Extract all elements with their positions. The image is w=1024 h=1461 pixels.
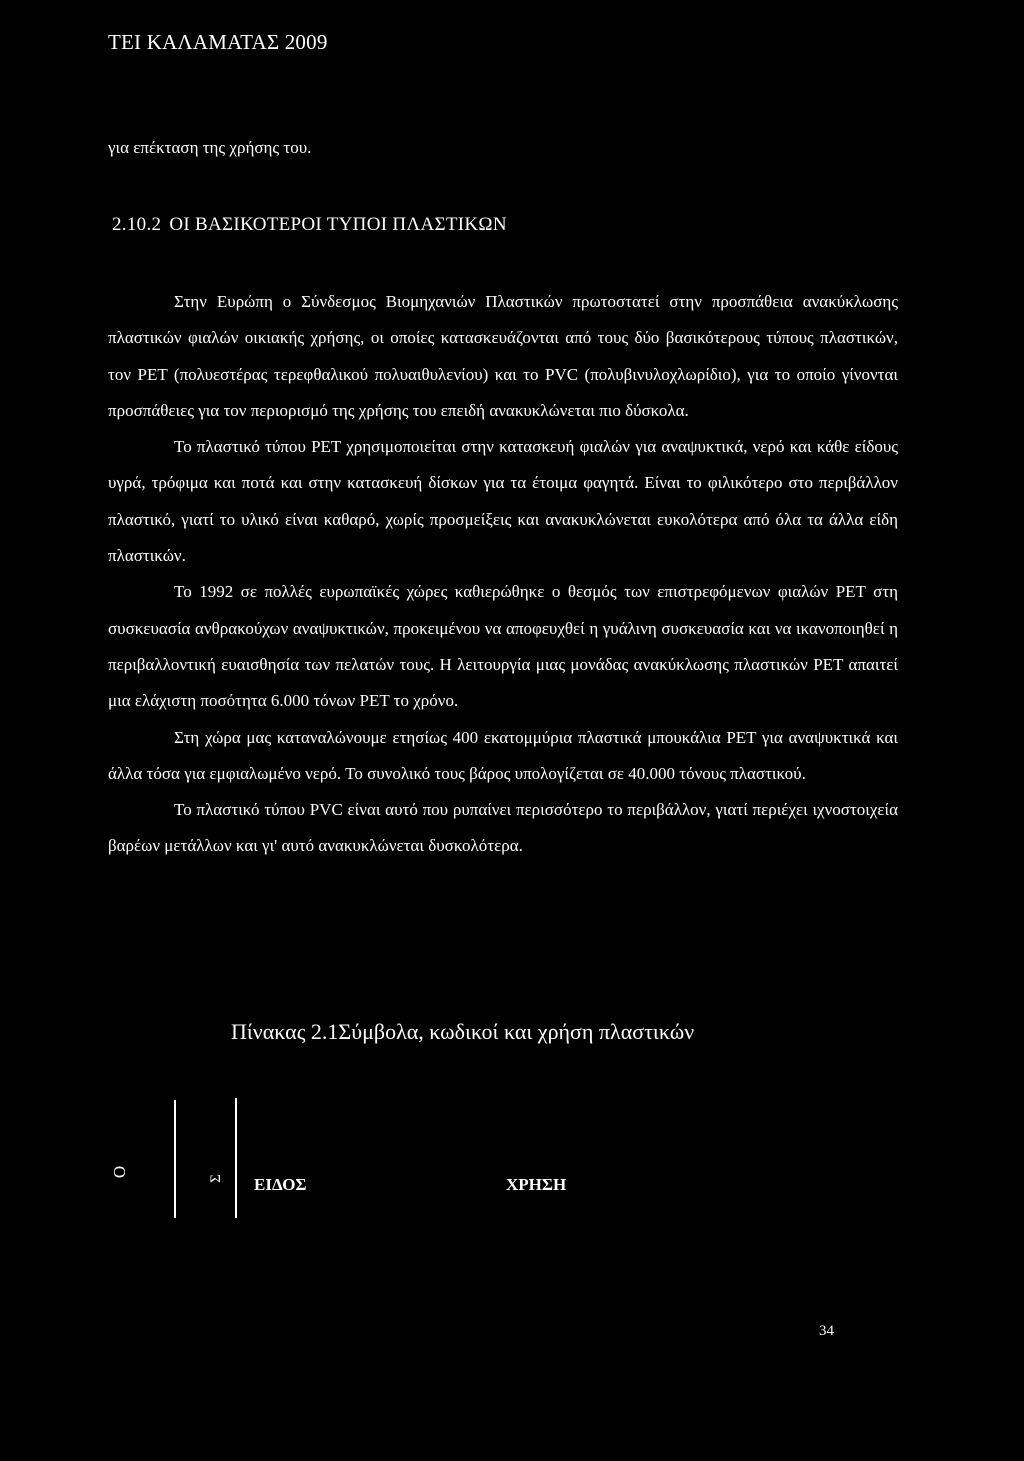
table-header-type: ΕΙΔΟΣ xyxy=(254,1175,307,1194)
section-title: ΟΙ ΒΑΣΙΚΟΤΕΡΟΙ ΤΥΠΟΙ ΠΛΑΣΤΙΚΩΝ xyxy=(169,214,507,235)
table-header-symbol: Σ xyxy=(207,1174,224,1183)
paragraph-greece-consumption: Στη χώρα μας καταναλώνουμε ετησίως 400 εκατομμύρια πλαστικά μπουκάλια PET για αναψυκτικά και άλλα τόσα για εμφιαλωμένο νερό. Το συνολικό τους βάρος υπολογίζεται σε 40.000 τόνους πλαστικού. xyxy=(108,727,898,783)
continuation-text: για επέκταση της χρήσης του. xyxy=(108,138,312,157)
table-column-divider xyxy=(174,1100,176,1218)
body-text xyxy=(108,284,898,865)
table-header-code: Ο xyxy=(110,1165,130,1179)
paragraph-europe-recycling: Στην Ευρώπη ο Σύνδεσμος Βιομηχανιών Πλαστικών πρωτοστατεί στην προσπάθεια ανακύκλωσης πλαστικών φιαλών οικιακής χρήσης, οι οποίες κατασκευάζονται από τους δύο βασικότερους τύπους πλαστικών, τον PET (πολυεστέρας τερεφθαλικού πολυαιθυλενίου) και το PVC (πολυβινυλοχλωρίδιο), για το οποίο γίνονται προσπάθειες για τον περιορισμό της χρήσης του επειδή ανακυκλώνεται πιο δύσκολα. xyxy=(108,292,898,420)
table-column-divider xyxy=(235,1098,237,1218)
paragraph-pvc: Το πλαστικό τύπου PVC είναι αυτό που ρυπαίνει περισσότερο το περιβάλλον, γιατί περιέχει ιχνοστοιχεία βαρέων μετάλλων και γι' αυτό ανακυκλώνεται δυσκολότερα. xyxy=(108,800,898,856)
table-header-use: ΧΡΗΣΗ xyxy=(506,1175,567,1194)
section-heading xyxy=(112,214,507,236)
section-number: 2.10.2 xyxy=(112,214,162,235)
paragraph-pet-uses: Το πλαστικό τύπου PET χρησιμοποιείται στην κατασκευή φιαλών για αναψυκτικά, νερό και κάθε είδους υγρά, τρόφιμα και ποτά και στην κατασκευή δίσκων για τα έτοιμα φαγητά. Είναι το φιλικότερο στο περιβάλλον πλαστικό, γιατί το υλικό είναι καθαρό, χωρίς προσμείξεις και ανακυκλώνεται ευκολότερα από όλα τα άλλα είδη πλαστικών. xyxy=(108,437,898,566)
paragraph-1992-returnable: Το 1992 σε πολλές ευρωπαϊκές χώρες καθιερώθηκε ο θεσμός των επιστρεφόμενων φιαλών PET στη συσκευασία ανθρακούχων αναψυκτικών, προκειμένου να αποφευχθεί η γυάλινη συσκευασία και να ικανοποιηθεί η περιβαλλοντική ευαισθησία των πελατών τους. Η λειτουργία μιας μονάδας ανακύκλωσης πλαστικών PET απαιτεί μια ελάχιστη ποσότητα 6.000 τόνων PET το χρόνο. xyxy=(108,582,898,711)
running-header: ΤΕΙ ΚΑΛΑΜΑΤΑΣ 2009 xyxy=(108,30,328,54)
page-number: 34 xyxy=(819,1323,834,1339)
table-caption: Πίνακας 2.1Σύμβολα, κωδικοί και χρήση πλαστικών xyxy=(231,1019,695,1044)
table-header-row xyxy=(108,1098,908,1228)
